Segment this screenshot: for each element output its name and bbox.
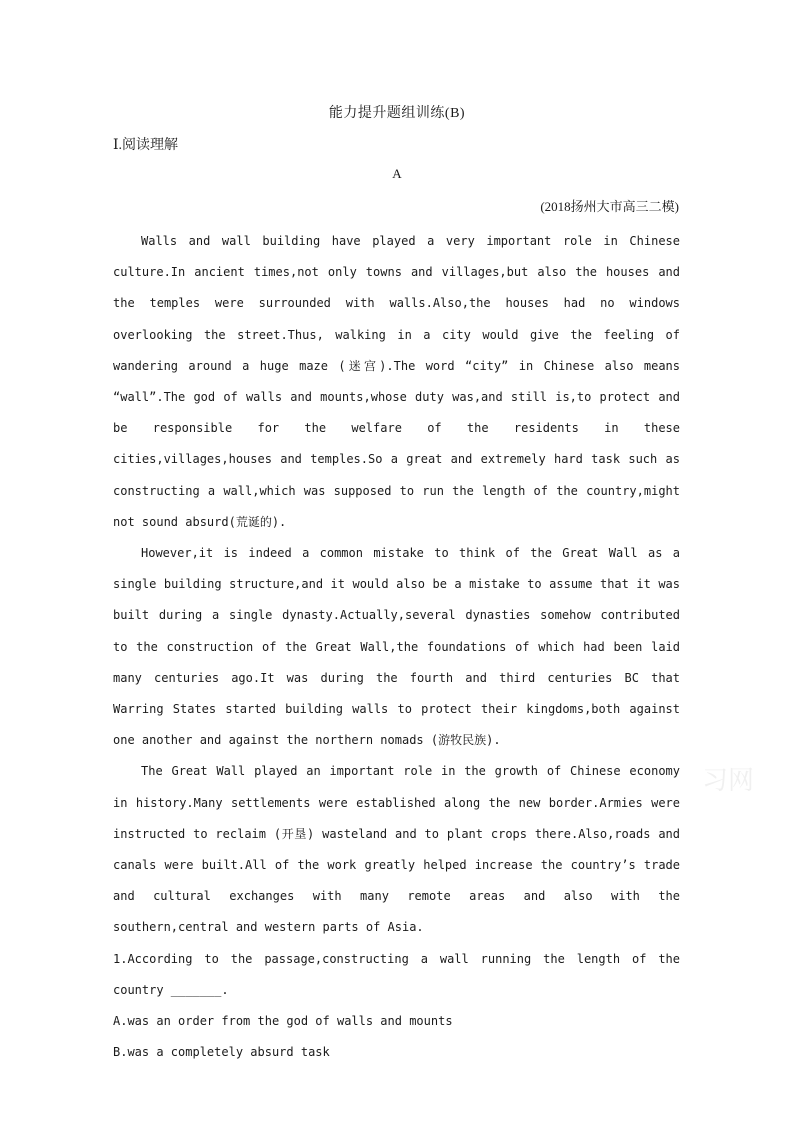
- passage-label: A: [392, 166, 402, 181]
- paragraph: The Great Wall played an important role in the growth of Chinese economy in history.Many settlements were established along the new border.Armies were instructed to reclaim (开垦) wasteland and to plant crops there.Also,roads and canals were built.All of the work greatly helped increase the country’s trade and cultural exchanges with many remote areas and also with the southern,central and western parts of Asia.: [113, 764, 680, 935]
- question-option: A.was an order from the god of walls and mounts: [113, 1014, 453, 1029]
- passage-body: [113, 226, 680, 1068]
- watermark: 习网: [702, 766, 755, 796]
- question-stem: 1.According to the passage,constructing a wall running the length of the country _______.: [113, 951, 680, 997]
- paragraph: Walls and wall building have played a very important role in Chinese culture.In ancient times,not only towns and villages,but also the houses and the temples were surrounded with walls.Also,the houses had no windows overlooking the street.Thus, walking in a city would give the feeling of wandering around a huge maze (迷宫).The word “city” in Chinese also means “wall”.The god of walls and mounts,whose duty was,and still is,to protect and be responsible for the welfare of the residents in these cities,villages,houses and temples.So a great and extremely hard task such as constructing a wall,which was supposed to run the length of the country,might not sound absurd(荒诞的).: [113, 234, 680, 529]
- section-heading: Ⅰ.阅读理解: [113, 138, 179, 153]
- paragraph: However,it is indeed a common mistake to think of the Great Wall as a single building structure,and it would also be a mistake to assume that it was built during a single dynasty.Actually,several dynasties somehow contributed to the construction of the Great Wall,the foundations of which had been laid many centuries ago.It was during the fourth and third centuries BC that Warring States started building walls to protect their kingdoms,both against one another and against the northern nomads (游牧民族).: [113, 546, 680, 748]
- source-citation: (2018扬州大市高三二模): [540, 199, 679, 214]
- page-title: 能力提升题组训练(B): [328, 106, 466, 121]
- question-option: B.was a completely absurd task: [113, 1045, 330, 1060]
